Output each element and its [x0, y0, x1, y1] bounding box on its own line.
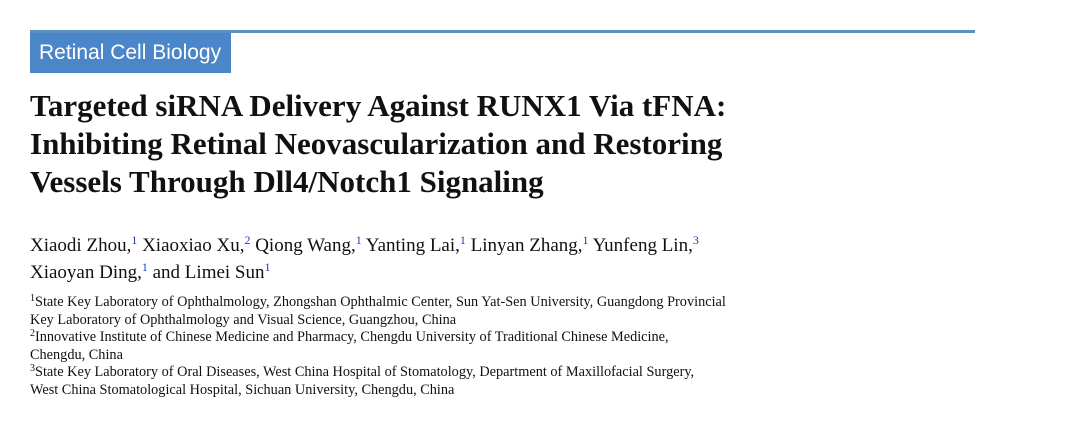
affiliation-line	[30, 364, 990, 382]
affiliation-number: 3	[30, 363, 35, 375]
affiliation-ref[interactable]: 1	[264, 260, 271, 274]
affiliation-line: West China Stomatological Hospital, Sichuan University, Chengdu, China	[30, 381, 455, 398]
affiliation-ref[interactable]: 1	[141, 260, 148, 274]
author[interactable]	[471, 235, 589, 256]
affiliation-number: 2	[30, 328, 35, 340]
affiliation-list	[30, 294, 990, 400]
author[interactable]	[142, 235, 250, 256]
affiliation-number: 1	[30, 293, 35, 304]
affiliation-ref[interactable]: 1	[459, 233, 466, 247]
affiliation-ref[interactable]: 1	[582, 233, 589, 247]
title-line: Vessels Through Dll4/Notch1 Signaling	[30, 164, 544, 199]
author[interactable]	[30, 262, 148, 283]
affiliation-ref[interactable]: 3	[692, 233, 699, 247]
title-line: Inhibiting Retinal Neovascularization and Restoring	[30, 126, 723, 161]
author-name: Qiong Wang,	[255, 235, 356, 256]
author-line	[30, 259, 990, 286]
affiliation-ref[interactable]: 2	[244, 233, 251, 247]
author-list	[30, 232, 990, 286]
title-line: Targeted siRNA Delivery Against RUNX1 Via tFNA:	[30, 88, 727, 123]
author-name: Yanting Lai,	[365, 235, 460, 256]
author[interactable]	[593, 235, 699, 256]
affiliation-text: State Key Laboratory of Oral Diseases, West China Hospital of Stomatology, Department of Maxillofacial Surgery,	[35, 364, 695, 381]
author-name: Xiaodi Zhou,	[30, 235, 132, 256]
author[interactable]	[366, 235, 466, 256]
affiliation-line: Chengdu, China	[30, 346, 123, 363]
author-name: Linyan Zhang,	[470, 235, 583, 256]
author-name: Xiaoyan Ding,	[30, 262, 142, 283]
author-line	[30, 232, 990, 259]
author[interactable]	[255, 235, 362, 256]
author-name: Yunfeng Lin,	[592, 235, 693, 256]
section-label: Retinal Cell Biology	[30, 33, 231, 73]
affiliation-text: Innovative Institute of Chinese Medicine and Pharmacy, Chengdu University of Traditional Chinese Medicine,	[35, 329, 669, 346]
affiliation-ref[interactable]: 1	[355, 233, 362, 247]
author[interactable]	[30, 235, 137, 256]
author-name: and Limei Sun	[152, 262, 265, 283]
affiliation-line	[30, 294, 990, 312]
author-name: Xiaoxiao Xu,	[142, 235, 245, 256]
affiliation-text: State Key Laboratory of Ophthalmology, Zhongshan Ophthalmic Center, Sun Yat-Sen University, Guangdong Provincial	[35, 294, 726, 310]
affiliation-ref[interactable]: 1	[131, 233, 138, 247]
author[interactable]	[153, 262, 271, 283]
article-title	[30, 87, 970, 201]
affiliation-line	[30, 329, 990, 347]
affiliation-line: Key Laboratory of Ophthalmology and Visual Science, Guangzhou, China	[30, 311, 457, 328]
